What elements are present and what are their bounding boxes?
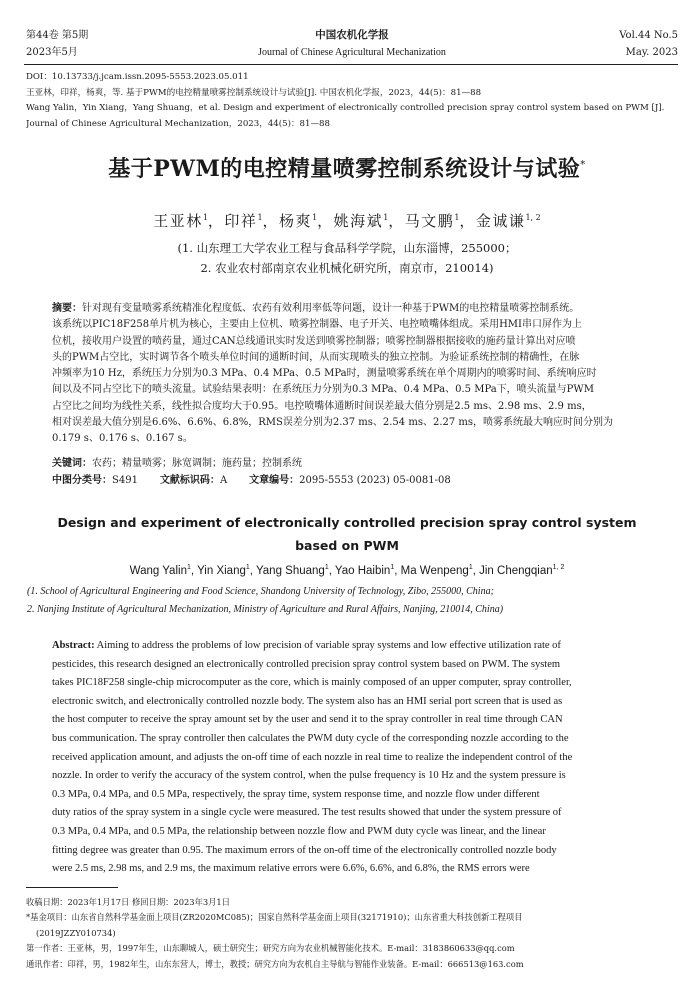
abstract-en-line: Aiming to address the problems of low precision of variable spray systems and low effective utilization rate of [96,640,561,651]
article-number: 2095-5553 (2023) 05-0081-08 [299,475,451,486]
abstract-en-line: the host computer to receive the spray amount set by the user and send it to the spray controller in real time through CAN [52,714,563,726]
abstract-cn-line: 该系统以PIC18F258单片机为核心，主要由上位机、喷雾控制器、电子开关、电控喷嘴体组成。采用HMI串口屏作为上 [52,319,582,331]
footnote-rule [26,887,118,888]
author-affil-sup: 1 [324,564,329,571]
paper-title-en-line1: Design and experiment of electronically controlled precision spray control system [57,515,637,530]
publication-date-cn: 2023年5月 [26,47,78,58]
author-cn: 杨爽 [279,212,313,230]
author-en: Yang Shuang [255,564,325,577]
abstract-en-line: duty ratios of the spray system in a single cycle were measured. The test results showed that under the system pressure of [52,807,562,819]
abstract-cn-line: 冲频率为10 Hz，系统压力分别为0.3 MPa、0.4 MPa、0.5 MPa时，测量喷雾系统在单个周期内的喷雾时间、系统响应时 [52,368,597,380]
title-footnote-mark: * [580,159,586,171]
author-affil-sup: 1 [186,564,191,571]
abstract-cn-line: 相对误差最大值分别是6.6%、6.6%、6.8%，RMS误差分别为2.37 ms、2.54 ms、2.27 ms，喷雾系统最大响应时间分别为 [52,417,614,429]
affiliation-en-1-text: (1. School of Agricultural Engineering and Food Science, Shandong University of Technology, Zibo, 255000, China; [27,586,494,597]
keywords-cn-text: 农药；精量喷雾；脉宽调制；施药量；控制系统 [92,458,302,469]
received-dates: 收稿日期：2023年1月17日 修回日期：2023年3月1日 [26,897,231,907]
volume-issue-en [619,27,678,61]
abstract-en-line: were 2.5 ms, 2.98 ms, and 2.9 ms, the maximum relative errors were 6.6%, 6.6%, and 6.8%, the RMS errors were [52,863,530,875]
abstract-en [52,637,668,879]
abstract-en-line: electronic switch, and electronically controlled nozzle body. The system also has an HMI serial port screen that is used as [52,695,563,707]
author-affil-sup: 1 [202,213,208,222]
affiliation-cn-2: 2. 农业农村部南京农业机械化研究所，南京市，210014) [200,261,494,275]
author-cn: 王亚林 [153,212,203,230]
publication-date-en: May. 2023 [625,47,678,58]
author-affil-sup: 1 [454,213,460,222]
abstract-cn-line: 占空比之间均为线性关系，线性拟合度均大于0.95。电控喷嘴体通断时间误差最大值分别是2.5 ms、2.98 ms、2.9 ms， [52,400,592,412]
abstract-cn-line: 头的PWM占空比，实时调节各个喷头单位时间的通断时间，从而实现喷头的独立控制。为验证系统控制的精确性，在脉 [52,351,580,363]
corresponding-author-note: 通讯作者：印祥，男，1982年生，山东东营人，博士，教授；研究方向为农机自主导航与智能作业装备。E-mail：666513@163.com [26,958,524,969]
abstract-en-label: Abstract: [52,640,95,651]
author-affil-sup: 1 [390,564,395,571]
author-affil-sup: 1 [245,564,250,571]
author-en: Yin Xiang [197,564,246,577]
first-author-note: 第一作者：王亚林，男，1997年生，山东聊城人，硕士研究生；研究方向为农业机械智能化技术。E-mail：3183860633@qq.com [26,943,515,954]
footnotes [26,895,676,972]
doc-code-label: 文献标识码： [159,475,220,486]
author-affil-sup: 1, 2 [525,213,541,222]
author-cn: 印祥 [224,212,258,230]
author-affil-sup: 1 [312,213,318,222]
volume-issue-line: 第44卷 第5期 [26,30,89,41]
citation-cn: 王亚林，印祥，杨爽，等. 基于PWM的电控精量喷雾控制系统设计与试验[J]. 中国农机化学报，2023，44(5)：81—88 [26,87,482,98]
affiliation-en-1 [27,583,687,600]
keywords-cn [52,456,666,472]
paper-title-en-line2: based on PWM [295,538,399,553]
abstract-en-line: pesticides, this research designed an electronically controlled precision spray control system based on PWM. The system [52,658,561,670]
clc-code: S491 [112,475,138,486]
citation-en-line2: Journal of Chinese Agricultural Mechanization，2023，44(5)：81—88 [26,118,330,129]
author-en: Ma Wenpeng [400,564,469,577]
paper-title-en [0,511,694,557]
journal-name-en: Journal of Chinese Agricultural Mechanization [258,47,446,58]
author-cn: 马文鹏 [404,212,455,230]
abstract-en-line: received application amount, and adjusts the on-off time of each nozzle in real time to realize the independent control of the [52,751,573,763]
author-affil-sup: 1 [257,213,263,222]
affiliation-en-2-text: 2. Nanjing Institute of Agricultural Mechanization, Ministry of Agriculture and Rural Affairs, Nanjing, 210014, China) [27,604,504,615]
doc-code: A [219,475,228,486]
author-affil-sup: 1 [383,213,389,222]
abstract-en-line: takes PIC18F258 single-chip microcomputer as the core, which is mainly composed of an upper computer, spray controller, [52,677,572,689]
clc-label: 中图分类号： [52,475,112,486]
author-en: Jin Chengqian [479,564,553,577]
abstract-cn-label: 摘要： [52,303,82,314]
affiliation-en-2 [27,601,687,618]
article-number-label: 文章编号： [249,475,300,486]
doi-line[interactable]: DOI：10.13733/j.jcam.issn.2095-5553.2023.05.011 [26,72,249,82]
funding-line2: (2019JZZY010734) [36,927,116,938]
volume-number-en: Vol.44 No.5 [619,30,678,41]
abstract-cn-line: 位机，接收用户设置的喷药量，通过CAN总线通讯实时发送到喷雾控制器；喷雾控制器根据接收的施药量计算出对应喷 [52,335,576,347]
affiliation-cn-1: (1. 山东理工大学农业工程与食品科学学院，山东淄博，255000； [177,241,517,255]
abstract-en-line: nozzle. In order to verify the accuracy of the system control, when the pulse frequency is 10 Hz and the system pressure is [52,770,566,782]
classification-line [52,473,666,489]
author-cn: 金诚谦 [475,212,526,230]
author-affil-sup: 1 [468,564,473,571]
funding-line1: *基金项目：山东省自然科学基金面上项目(ZR2020MC085)；国家自然科学基金面上项目(32171910)；山东省重大科技创新工程项目 [26,912,523,923]
abstract-cn [52,301,666,448]
author-en: Wang Yalin [129,564,187,577]
citation-en-line1: Wang Yalin，Yin Xiang，Yang Shuang，et al. Design and experiment of electronically controlled precision spray control system based on PWM [J]. [26,103,665,113]
abstract-en-line: 0.3 MPa, 0.4 MPa, and 0.5 MPa, respectively, the spray time, system response time, and nozzle flow under different [52,788,540,800]
authors-en: Wang Yalin$^1$, Yin Xiang$^1$, Yang Shuang$^1$, Yao Haibin$^1$, Ma Wenpeng$^1$, Jin Chengqian$^{1, 2}$ [129,564,565,577]
header-rule [24,64,678,65]
author-en: Yao Haibin [334,564,391,577]
abstract-en-line: bus communication. The spray controller then calculates the PWM duty cycle of the corresponding nozzle according to the [52,732,569,744]
abstract-cn-line: 针对现有变量喷雾系统精准化程度低、农药有效利用率低等问题，设计一种基于PWM的电控精量喷雾控制系统。 [82,303,580,314]
abstract-en-line: fitting degree was greater than 0.95. The maximum errors of the on-off time of the electronically controlled nozzle body [52,844,557,856]
paper-title-cn [0,152,694,183]
running-header [26,27,678,63]
authors-cn: 王亚林$^1$，印祥$^1$，杨爽$^1$，姚海斌$^1$，马文鹏$^1$，金诚谦$^{1, 2}$ [153,212,541,230]
author-cn: 姚海斌 [333,212,384,230]
citation-block [26,70,676,132]
abstract-en-line: 0.3 MPa, 0.4 MPa, and 0.5 MPa, the relationship between nozzle flow and PWM duty cycle was linear, and the linear [52,825,546,837]
abstract-cn-line: 0.179 s、0.176 s、0.167 s。 [52,433,193,445]
journal-name-cn: 中国农机化学报 [315,29,389,41]
abstract-cn-line: 间以及不同占空比下的喷头流量。试验结果表明：在系统压力分别为0.3 MPa、0.4 MPa、0.5 MPa下，喷头流量与PWM [52,384,594,396]
paper-title-cn-text: 基于PWM的电控精量喷雾控制系统设计与试验 [108,156,581,182]
author-affil-sup: 1, 2 [552,564,565,571]
keywords-cn-label: 关键词： [52,458,92,469]
journal-name [26,27,678,61]
